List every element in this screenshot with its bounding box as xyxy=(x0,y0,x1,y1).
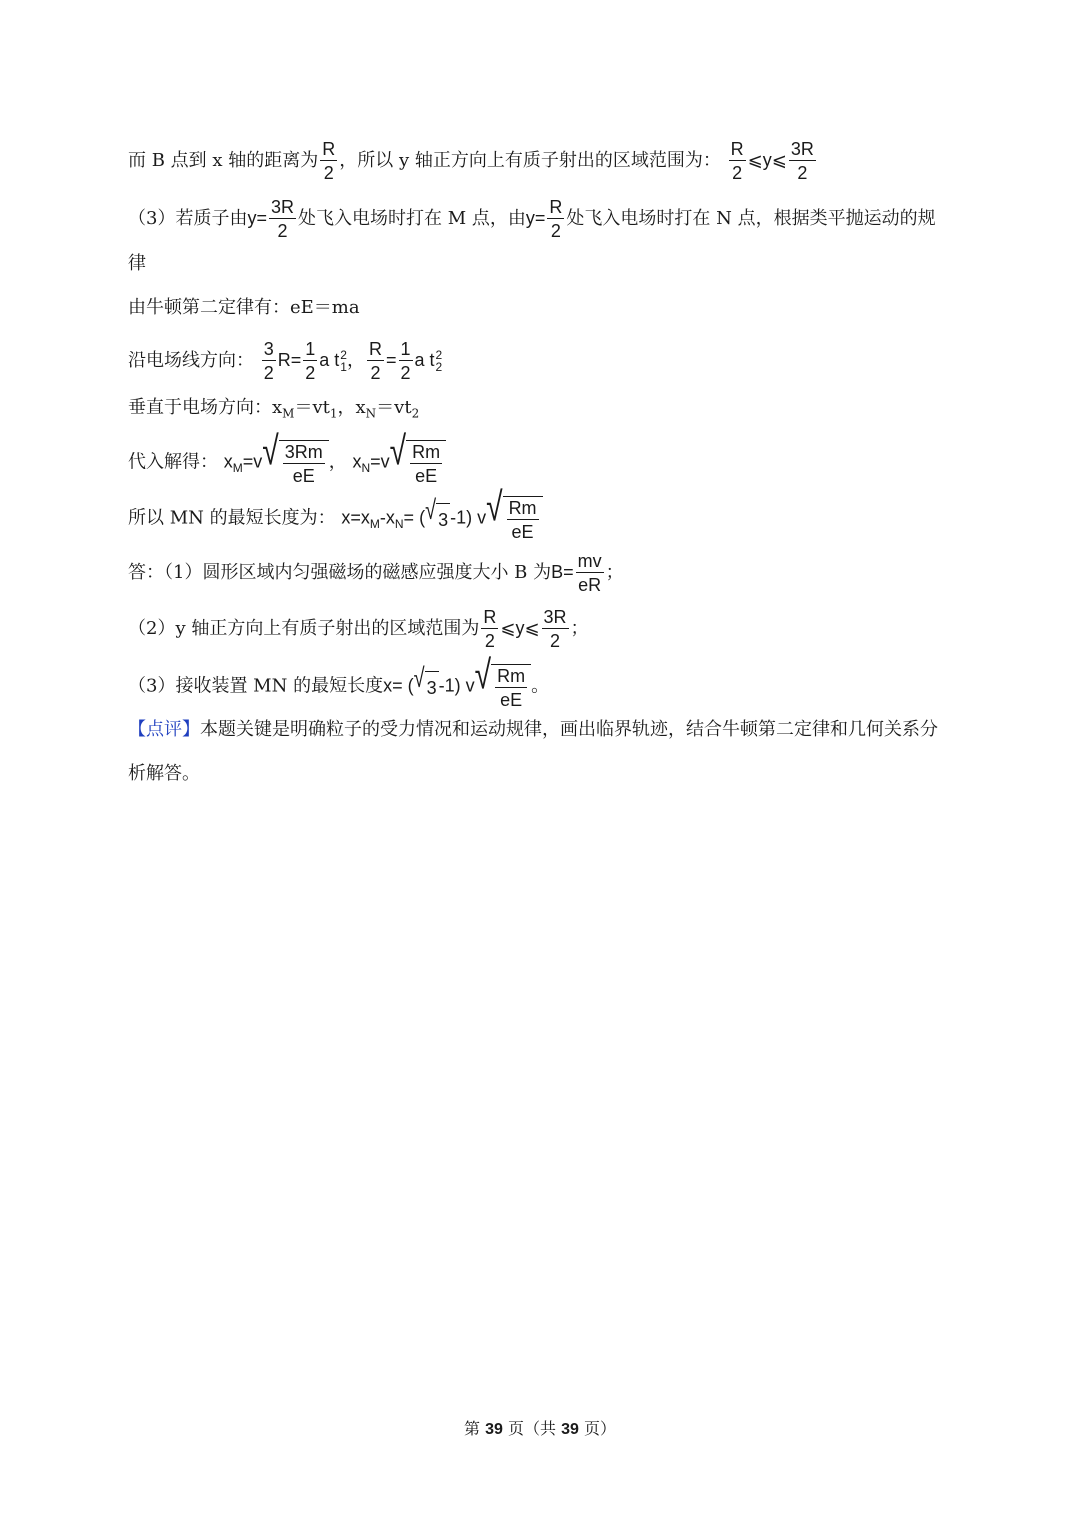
formula-xn: $x_N=vt_2$ xyxy=(355,397,420,421)
formula-xm: $x_M=vt_1$ xyxy=(272,397,338,421)
line-5: 沿电场线方向： $\frac{3}{2}$ R= $\frac{1}{2}$ a t 2 1 ， $\frac{R}{2}$ = $\frac{1}{2}$ a t 2 2 xyxy=(128,339,443,383)
range-formula-answer: $\frac{R}{2}$ ⩽y⩽ $\frac{3R}{2}$ xyxy=(483,607,567,651)
formula-y-3r-2: y= $\frac{3R}{2}$ xyxy=(247,197,294,241)
line-3: 律 xyxy=(128,253,146,274)
page-footer: 第 39 页（共 39 页） xyxy=(464,1419,616,1438)
comment-tag: 【点评】 xyxy=(128,719,200,740)
range-formula: $\frac{R}{2}$ ⩽y⩽ $\frac{3R}{2}$ xyxy=(730,139,814,183)
line-10: （2）y 轴正方向上有质子射出的区域范围为 $\frac{R}{2}$ ⩽y⩽ $\frac{3R}{2}$ ； xyxy=(128,607,589,651)
line-4: 由牛顿第二定律有：eE＝ma xyxy=(128,297,360,318)
line-6: 垂直于电场方向：$x_M=vt_1$，$x_N=vt_2$ xyxy=(128,397,420,421)
text: 而 B 点到 x 轴的距离为 xyxy=(128,150,319,171)
line-2: （3）若质子由y= $\frac{3R}{2}$ 处飞入电场时打在 M 点，由y= $\frac{R}{2}$ 处飞入电场时打在 N 点，根据类平抛运动的规 xyxy=(128,197,936,241)
line-8: 所以 MN 的最短长度为： $x=x_M-x_N=$ ( √ 3 -1) v √ $\frac{Rm}{eE}$ xyxy=(128,496,980,541)
line-7: 代入解得： $x_M=v$ √ $\frac{3Rm}{eE}$ ， $x_N=v$ √ $\frac{Rm}{eE}$ xyxy=(128,440,980,485)
line-13: 析解答。 xyxy=(128,763,200,784)
formula-xm-solution: $x_M=v$ √ $\frac{3Rm}{eE}$ xyxy=(224,440,329,485)
line-12: 【点评】本题关键是明确粒子的受力情况和运动规律，画出临界轨迹，结合牛顿第二定律和几何关系分 xyxy=(128,719,938,740)
text: ，所以 y 轴正方向上有质子射出的区域范围为： xyxy=(339,150,721,171)
page-number: 39 xyxy=(485,1421,503,1438)
line-11: （3）接收装置 MN 的最短长度x= ( √ 3 -1) v √ $\frac{Rm}{eE}$ 。 xyxy=(128,653,550,710)
formula-b: B= $\frac{mv}{eR}$ xyxy=(551,551,602,595)
formula-xn-solution: $x_N=v$ √ $\frac{Rm}{eE}$ xyxy=(352,440,446,485)
formula-y-r-2: y= $\frac{R}{2}$ xyxy=(525,197,563,241)
formula-mn-answer: x= ( √ 3 -1) v √ $\frac{Rm}{eE}$ xyxy=(383,664,531,709)
line-1 xyxy=(128,140,980,182)
kinematics-formula: $\frac{3}{2}$ R= $\frac{1}{2}$ a t 2 1 ， $\frac{R}{2}$ = $\frac{1}{2}$ a t 2 2 xyxy=(263,339,443,383)
line-9: 答：（1）圆形区域内匀强磁场的磁感应强度大小 B 为B= $\frac{mv}{eR}$ ； xyxy=(128,551,624,595)
total-pages: 39 xyxy=(561,1421,579,1438)
fraction-r-over-2: $\frac{R}{2}$ xyxy=(322,139,336,183)
formula-mn-length: $x=x_M-x_N=$ ( √ 3 -1) v √ $\frac{Rm}{eE}$ xyxy=(341,496,542,541)
